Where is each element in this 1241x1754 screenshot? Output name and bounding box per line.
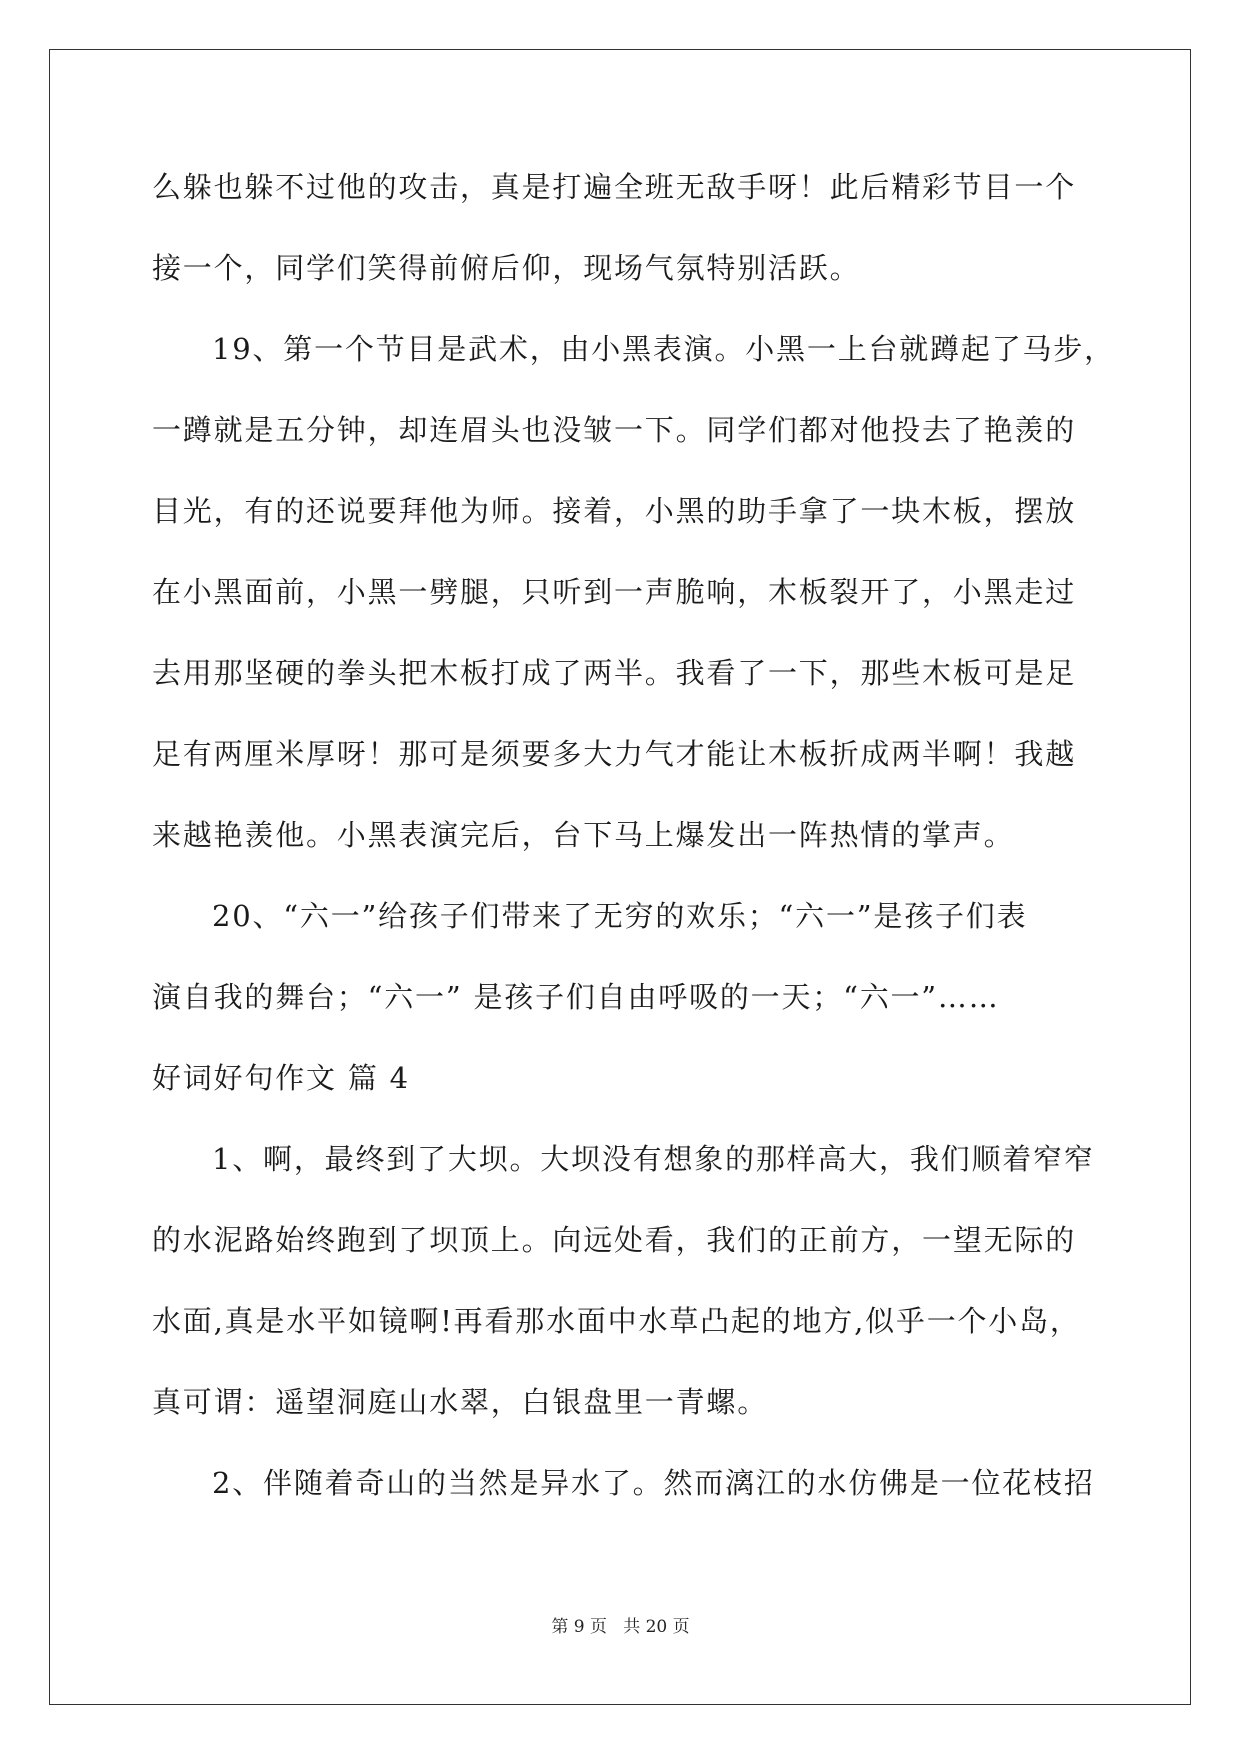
text-line: 真可谓：遥望洞庭山水翠，白银盘里一青螺。 (152, 1385, 769, 1419)
text-line: 么躲也躲不过他的攻击，真是打遍全班无敌手呀！此后精彩节目一个 (152, 170, 1077, 204)
paragraph-19-start: 19、第一个节目是武术，由小黑表演。小黑一上台就蹲起了马步， (212, 332, 1115, 366)
page-number: 第 9 页 (551, 1617, 607, 1637)
text-line: 接一个，同学们笑得前俯后仰，现场气氛特别活跃。 (152, 251, 861, 285)
paragraph-1-start: 1、啊，最终到了大坝。大坝没有想象的那样高大，我们顺着窄窄 (212, 1142, 1095, 1176)
page-total: 共 20 页 (623, 1617, 690, 1637)
page-border (49, 49, 1191, 1705)
text-line: 足有两厘米厚呀！那可是须要多大力气才能让木板折成两半啊！我越 (152, 737, 1077, 771)
paragraph-20-start: 20、“六一”给孩子们带来了无穷的欢乐；“六一”是孩子们表 (212, 899, 1028, 933)
paragraph-2-start: 2、伴随着奇山的当然是异水了。然而漓江的水仿佛是一位花枝招 (212, 1466, 1095, 1500)
text-line: 目光，有的还说要拜他为师。接着，小黑的助手拿了一块木板，摆放 (152, 494, 1077, 528)
text-line: 来越艳羡他。小黑表演完后，台下马上爆发出一阵热情的掌声。 (152, 818, 1015, 852)
text-line: 演自我的舞台；“六一” 是孩子们自由呼吸的一天；“六一”…… (152, 980, 1000, 1014)
text-line: 一蹲就是五分钟，却连眉头也没皱一下。同学们都对他投去了艳羡的 (152, 413, 1077, 447)
section-heading: 好词好句作文 篇 4 (152, 1061, 410, 1095)
text-line: 在小黑面前，小黑一劈腿，只听到一声脆响，木板裂开了，小黑走过 (152, 575, 1077, 609)
text-line: 去用那坚硬的拳头把木板打成了两半。我看了一下，那些木板可是足 (152, 656, 1077, 690)
page-footer (0, 1615, 1241, 1639)
text-line: 水面,真是水平如镜啊!再看那水面中水草凸起的地方,似乎一个小岛， (152, 1304, 1081, 1338)
text-line: 的水泥路始终跑到了坝顶上。向远处看，我们的正前方，一望无际的 (152, 1223, 1077, 1257)
